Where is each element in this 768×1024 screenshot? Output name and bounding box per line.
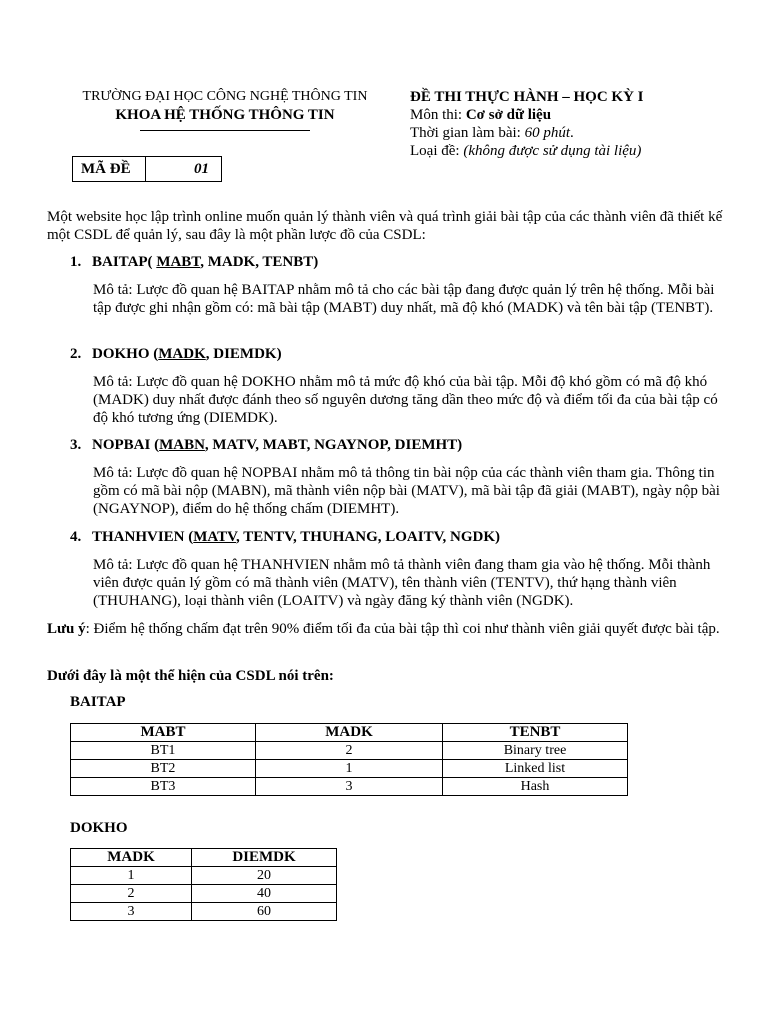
type-line xyxy=(410,142,750,160)
schema-description: Mô tả: Lược đồ quan hệ DOKHO nhằm mô tả mức độ khó của bài tập. Mỗi độ khó gồm có mã độ khó (MADK) duy nhất được đánh theo số nguyên dương tăng dần theo mức độ và điểm tối đa của bài tập có độ khó tương ứng (DIEMDK). xyxy=(93,374,718,426)
table-row xyxy=(71,903,337,921)
table-cell: 3 xyxy=(256,778,443,796)
dokho-table xyxy=(70,848,337,921)
university-name: TRƯỜNG ĐẠI HỌC CÔNG NGHỆ THÔNG TIN xyxy=(82,89,368,104)
table-cell: BT2 xyxy=(71,760,256,778)
exam-title: ĐỀ THI THỰC HÀNH – HỌC KỲ I xyxy=(410,89,644,105)
schema-title: 1. BAITAP( MABT, MADK, TENBT) xyxy=(70,254,319,270)
table-cell: 1 xyxy=(71,867,192,885)
note-paragraph xyxy=(47,620,727,638)
time-end: . xyxy=(570,125,574,141)
note-label: Lưu ý xyxy=(47,621,86,637)
schema-item xyxy=(70,529,730,546)
exam-code-value: 01 xyxy=(194,161,209,177)
header-left xyxy=(60,88,390,131)
column-header: MABT xyxy=(71,724,256,742)
subject-line xyxy=(410,106,750,124)
time-label: Thời gian làm bài: xyxy=(410,125,525,141)
instance-heading: Dưới đây là một thể hiện của CSDL nói trên: xyxy=(47,668,334,684)
table-cell: 1 xyxy=(256,760,443,778)
table-header-row xyxy=(71,849,337,867)
primary-key: MADK xyxy=(158,346,206,362)
table-cell: Binary tree xyxy=(443,742,628,760)
schema-title: 2. DOKHO (MADK, DIEMDK) xyxy=(70,346,282,362)
schema-description: Mô tả: Lược đồ quan hệ NOPBAI nhằm mô tả thông tin bài nộp của các thành viên tham gia. Thông tin gồm có mã bài nộp (MABN), mã thành viên nộp bài (MATV), mã bài tập đã giải (MABT), ngày nộp bài (NGAYNOP), điểm do hệ thống chấm (DIEMHT). xyxy=(93,465,720,517)
table-cell: BT3 xyxy=(71,778,256,796)
schema-description: Mô tả: Lược đồ quan hệ THANHVIEN nhằm mô tả thành viên đang tham gia vào hệ thống. Mỗi thành viên được quản lý gồm có mã thành viên (MATV), tên thành viên (TENTV), thứ hạng thành viên (THUHANG), loại thành viên (LOAITV) và ngày đăng ký thành viên (NGDK). xyxy=(93,557,711,609)
header-divider xyxy=(140,130,310,131)
table-cell: 2 xyxy=(71,885,192,903)
type-label: Loại đề: xyxy=(410,143,464,159)
subject-value: Cơ sở dữ liệu xyxy=(465,107,552,123)
note-text: : Điểm hệ thống chấm đạt trên 90% điểm tối đa của bài tập thì coi như thành viên giải quyết được bài tập. xyxy=(85,621,720,637)
table-cell: 60 xyxy=(192,903,337,921)
primary-key: MATV xyxy=(193,529,237,545)
baitap-table xyxy=(70,723,628,796)
baitap-table-title: BAITAP xyxy=(70,694,126,710)
schema-item xyxy=(70,437,730,454)
table-row xyxy=(71,778,628,796)
table-row xyxy=(71,885,337,903)
schema-title: 3. NOPBAI (MABN, MATV, MABT, NGAYNOP, DIEMHT) xyxy=(70,437,463,453)
table-cell: Hash xyxy=(443,778,628,796)
primary-key: MABT xyxy=(156,254,201,270)
header-right xyxy=(410,88,750,160)
column-header: DIEMDK xyxy=(192,849,337,867)
table-row xyxy=(71,867,337,885)
schema-item xyxy=(70,346,730,363)
dokho-table-title: DOKHO xyxy=(70,820,128,836)
table-cell: 2 xyxy=(256,742,443,760)
exam-code-label: MÃ ĐỀ xyxy=(73,157,146,181)
column-header: MADK xyxy=(71,849,192,867)
table-row xyxy=(71,760,628,778)
time-line xyxy=(410,124,750,142)
table-row xyxy=(71,742,628,760)
time-value: 60 phút xyxy=(524,125,570,141)
table-cell: BT1 xyxy=(71,742,256,760)
primary-key: MABN xyxy=(159,437,205,453)
table-cell: Linked list xyxy=(443,760,628,778)
column-header: MADK xyxy=(256,724,443,742)
table-cell: 20 xyxy=(192,867,337,885)
schema-description: Mô tả: Lược đồ quan hệ BAITAP nhằm mô tả cho các bài tập đang được quản lý trên hệ thống. Mỗi bài tập được ghi nhận gồm có: mã bài tập (MABT) duy nhất, mã độ khó (MADK) và tên bài tập (TENBT). xyxy=(93,282,715,316)
table-header-row xyxy=(71,724,628,742)
table-cell: 40 xyxy=(192,885,337,903)
exam-code-box xyxy=(72,156,222,182)
column-header: TENBT xyxy=(443,724,628,742)
faculty-name: KHOA HỆ THỐNG THÔNG TIN xyxy=(115,107,335,123)
type-value: (không được sử dụng tài liệu) xyxy=(463,143,642,159)
table-cell: 3 xyxy=(71,903,192,921)
schema-item xyxy=(70,254,730,271)
intro-paragraph: Một website học lập trình online muốn quản lý thành viên và quá trình giải bài tập của các thành viên đã thiết kế một CSDL để quản lý, sau đây là một phần lược đồ của CSDL: xyxy=(47,209,723,243)
subject-label: Môn thi: xyxy=(410,107,466,123)
schema-title: 4. THANHVIEN (MATV, TENTV, THUHANG, LOAITV, NGDK) xyxy=(70,529,500,545)
